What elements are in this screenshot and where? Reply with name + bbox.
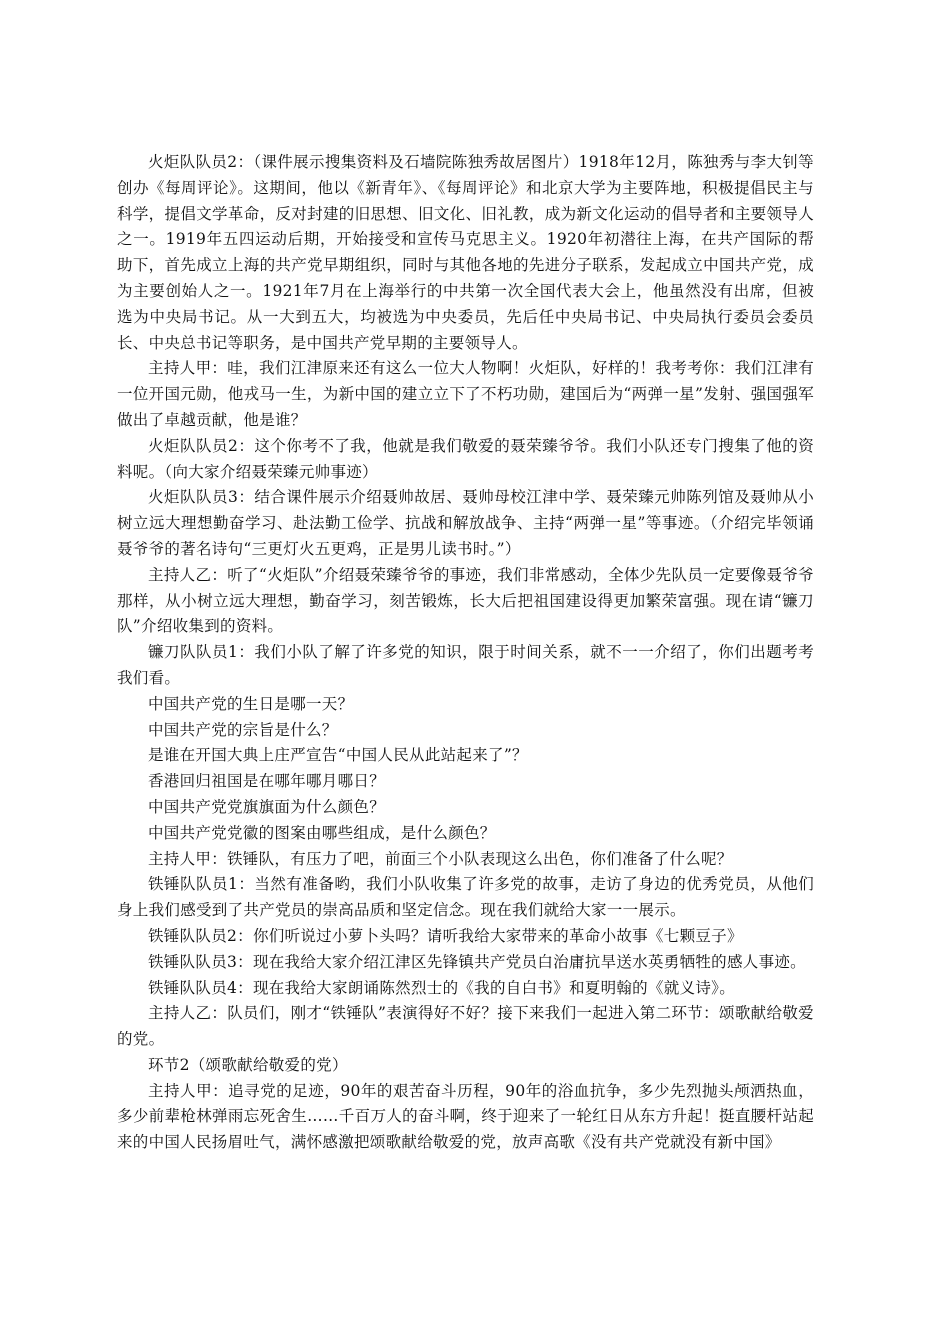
paragraph-sickle-member-1: 镰刀队队员1：我们小队了解了许多党的知识，限于时间关系，就不一一介绍了，你们出题考考我们看。 xyxy=(117,643,814,687)
paragraph-host-a-question: 主持人甲：哇，我们江津原来还有这么一位大人物啊！火炬队，好样的！我考考你：我们江津有一位开国元勋，他戎马一生，为新中国的建立立下了不朽功勋，建国后为“两弹一星”发射、强国强军做出了卓越贡献，他是谁？ xyxy=(117,359,814,429)
quiz-question-6: 中国共产党党徽的图案由哪些组成，是什么颜色？ xyxy=(148,823,496,842)
paragraph-torch-member-2-chen-duxiu: 火炬队队员2：（课件展示搜集资料及石墙院陈独秀故居图片）1918年12月，陈独秀与李大钊等创办《每周评论》。这期间，他以《新青年》、《每周评论》和北京大学为主要阵地，积极提倡民主与科学，提倡文学革命，反对封建的旧思想、旧文化、旧礼教，成为新文化运动的倡导者和主要领导人之一。1919年五四运动后期，开始接受和宣传马克思主义。1920年初潜往上海，在共产国际的帮助下，首先成立上海的共产党早期组织，同时与其他各地的先进分子联系，发起成立中国共产党，成为主要创始人之一。1921年7月在上海举行的中共第一次全国代表大会上，他虽然没有出席，但被选为中央局书记。从一大到五大，均被选为中央委员，先后任中央局书记、中央局执行委员会委员长、中央总书记等职务，是中国共产党早期的主要领导人。 xyxy=(117,153,814,352)
paragraph-hammer-member-3: 铁锤队队员3：现在我给大家介绍江津区先锋镇共产党员白治庸抗旱送水英勇牺牲的感人事迹。 xyxy=(148,952,806,971)
paragraph-hammer-member-1: 铁锤队队员1：当然有准备哟，我们小队收集了许多党的故事，走访了身边的优秀党员，从他们身上我们感受到了共产党员的崇高品质和坚定信念。现在我们就给大家一一展示。 xyxy=(117,875,814,920)
quiz-question-5: 中国共产党党旗旗面为什么颜色？ xyxy=(148,797,386,816)
paragraph-host-a-hammer: 主持人甲：铁锤队，有压力了吧，前面三个小队表现这么出色，你们准备了什么呢？ xyxy=(148,849,733,868)
quiz-question-2: 中国共产党的宗旨是什么？ xyxy=(148,720,338,739)
quiz-question-1: 中国共产党的生日是哪一天？ xyxy=(148,694,354,713)
paragraph-torch-member-3: 火炬队队员3：结合课件展示介绍聂帅故居、聂帅母校江津中学、聂荣臻元帅陈列馆及聂帅从小树立远大理想勤奋学习、赴法勤工俭学、抗战和解放战争、主持“两弹一星”等事迹。（介绍完毕领诵聂爷爷的著名诗句“三更灯火五更鸡，正是男儿读书时。”） xyxy=(117,488,814,558)
paragraph-hammer-member-2: 铁锤队队员2：你们听说过小萝卜头吗？请听我给大家带来的革命小故事《七颗豆子》 xyxy=(148,926,743,945)
paragraph-hammer-member-4: 铁锤队队员4：现在我给大家朗诵陈然烈士的《我的自白书》和夏明翰的《就义诗》。 xyxy=(148,978,736,997)
quiz-question-4: 香港回归祖国是在哪年哪月哪日？ xyxy=(148,772,386,791)
paragraph-torch-member-2-answer: 火炬队队员2：这个你考不了我，他就是我们敬爱的聂荣臻爷爷。我们小队还专门搜集了他的资料呢。（向大家介绍聂荣臻元帅事迹） xyxy=(117,436,814,481)
section-heading-part-2: 环节2（颂歌献给敬爱的党） xyxy=(148,1055,348,1074)
paragraph-host-b-intro-sickle: 主持人乙：听了“火炬队”介绍聂荣臻爷爷的事迹，我们非常感动，全体少先队员一定要像聂爷爷那样，从小树立远大理想，勤奋学习，刻苦锻炼，长大后把祖国建设得更加繁荣富强。现在请“镰刀队”介绍收集到的资料。 xyxy=(117,565,814,636)
document-body xyxy=(117,150,814,1156)
quiz-question-3: 是谁在开国大典上庄严宣告“中国人民从此站起来了”？ xyxy=(148,746,528,765)
paragraph-host-a-part-2: 主持人甲：追寻党的足迹，90年的艰苦奋斗历程，90年的浴血抗争，多少先烈抛头颅洒热血，多少前辈枪林弹雨忘死舍生……千百万人的奋斗啊，终于迎来了一轮红日从东方升起！挺直腰杆站起来的中国人民扬眉吐气，满怀感激把颂歌献给敬爱的党，放声高歌《没有共产党就没有新中国》 xyxy=(117,1081,814,1152)
paragraph-host-b-transition: 主持人乙：队员们，刚才“铁锤队”表演得好不好？接下来我们一起进入第二环节：颂歌献给敬爱的党。 xyxy=(117,1004,814,1049)
